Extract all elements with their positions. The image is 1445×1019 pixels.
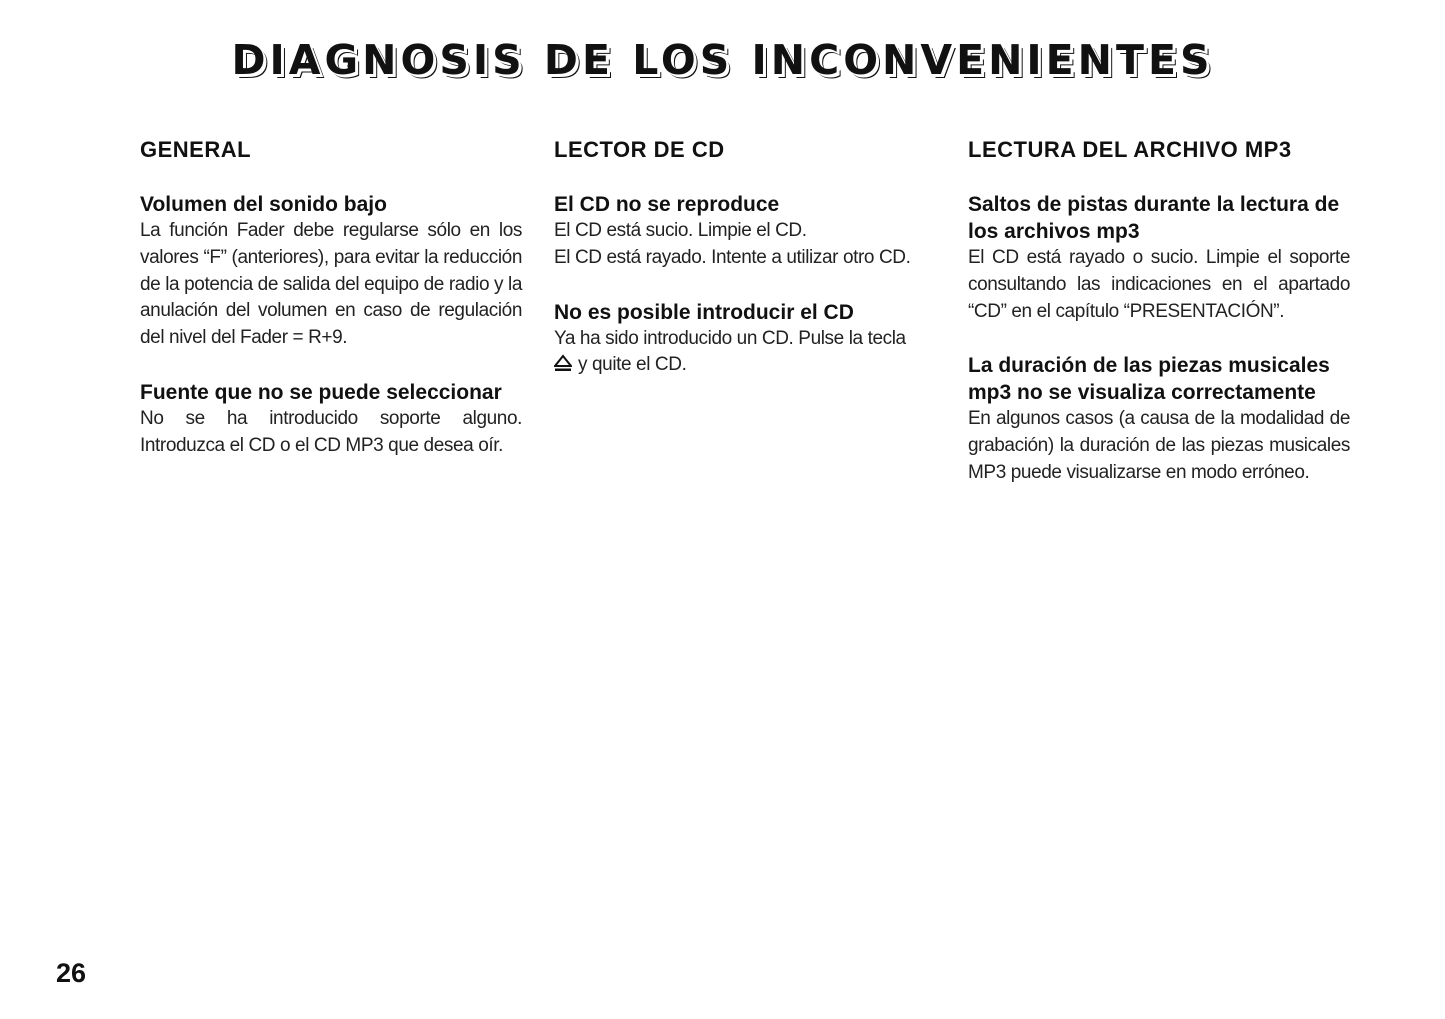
item-title: Volumen del sonido bajo — [140, 193, 387, 216]
eject-icon — [554, 354, 572, 372]
section-heading: GENERAL — [140, 137, 252, 162]
column-mp3 — [968, 136, 1350, 514]
column-general — [140, 136, 522, 487]
item-text-part: y quite el CD. — [578, 354, 687, 376]
section-heading: LECTOR DE CD — [554, 137, 725, 162]
item-text-line: El CD está rayado. Intente a utilizar otro CD. — [554, 246, 911, 268]
column-lector-cd — [554, 136, 936, 406]
item-text-line: El CD está sucio. Limpie el CD. — [554, 220, 807, 241]
list-item — [140, 379, 522, 460]
list-item — [968, 191, 1350, 325]
page-number: 26 — [56, 958, 87, 988]
list-item — [554, 191, 936, 272]
list-item — [140, 191, 522, 352]
item-title: Fuente que no se puede seleccionar — [140, 380, 502, 404]
item-title: La duración de las piezas musicales mp3 no se visualiza correctamente — [968, 354, 1330, 405]
item-title: No es posible introducir el CD — [554, 300, 854, 324]
item-text: La función Fader debe regularse sólo en los valores “F” (anteriores), para evitar la reducción de la potencia de salida del equipo de radio y la anulación del volumen en caso de regulación del nivel del Fader = R+9. — [140, 220, 522, 349]
item-text — [554, 326, 936, 380]
item-text: En algunos casos (a causa de la modalidad de grabación) la duración de las piezas musicales MP3 puede visualizarse en modo erróneo. — [968, 408, 1350, 483]
list-item — [554, 299, 936, 380]
item-text: El CD está rayado o sucio. Limpie el soporte consultando las indicaciones en el apartado “CD” en el capítulo “PRESENTACIÓN”. — [968, 247, 1350, 322]
section-heading: LECTURA DEL ARCHIVO MP3 — [968, 137, 1292, 162]
item-title: Saltos de pistas durante la lectura de los archivos mp3 — [968, 193, 1340, 243]
list-item — [968, 352, 1350, 486]
item-text-part: Ya ha sido introducido un CD. Pulse la tecla — [554, 327, 906, 349]
item-title: El CD no se reproduce — [554, 193, 780, 216]
page-title: DIAGNOSIS DE LOS INCONVENIENTES — [231, 36, 1214, 84]
item-text: No se ha introducido soporte alguno. Introduzca el CD o el CD MP3 que desea oír. — [140, 407, 522, 456]
